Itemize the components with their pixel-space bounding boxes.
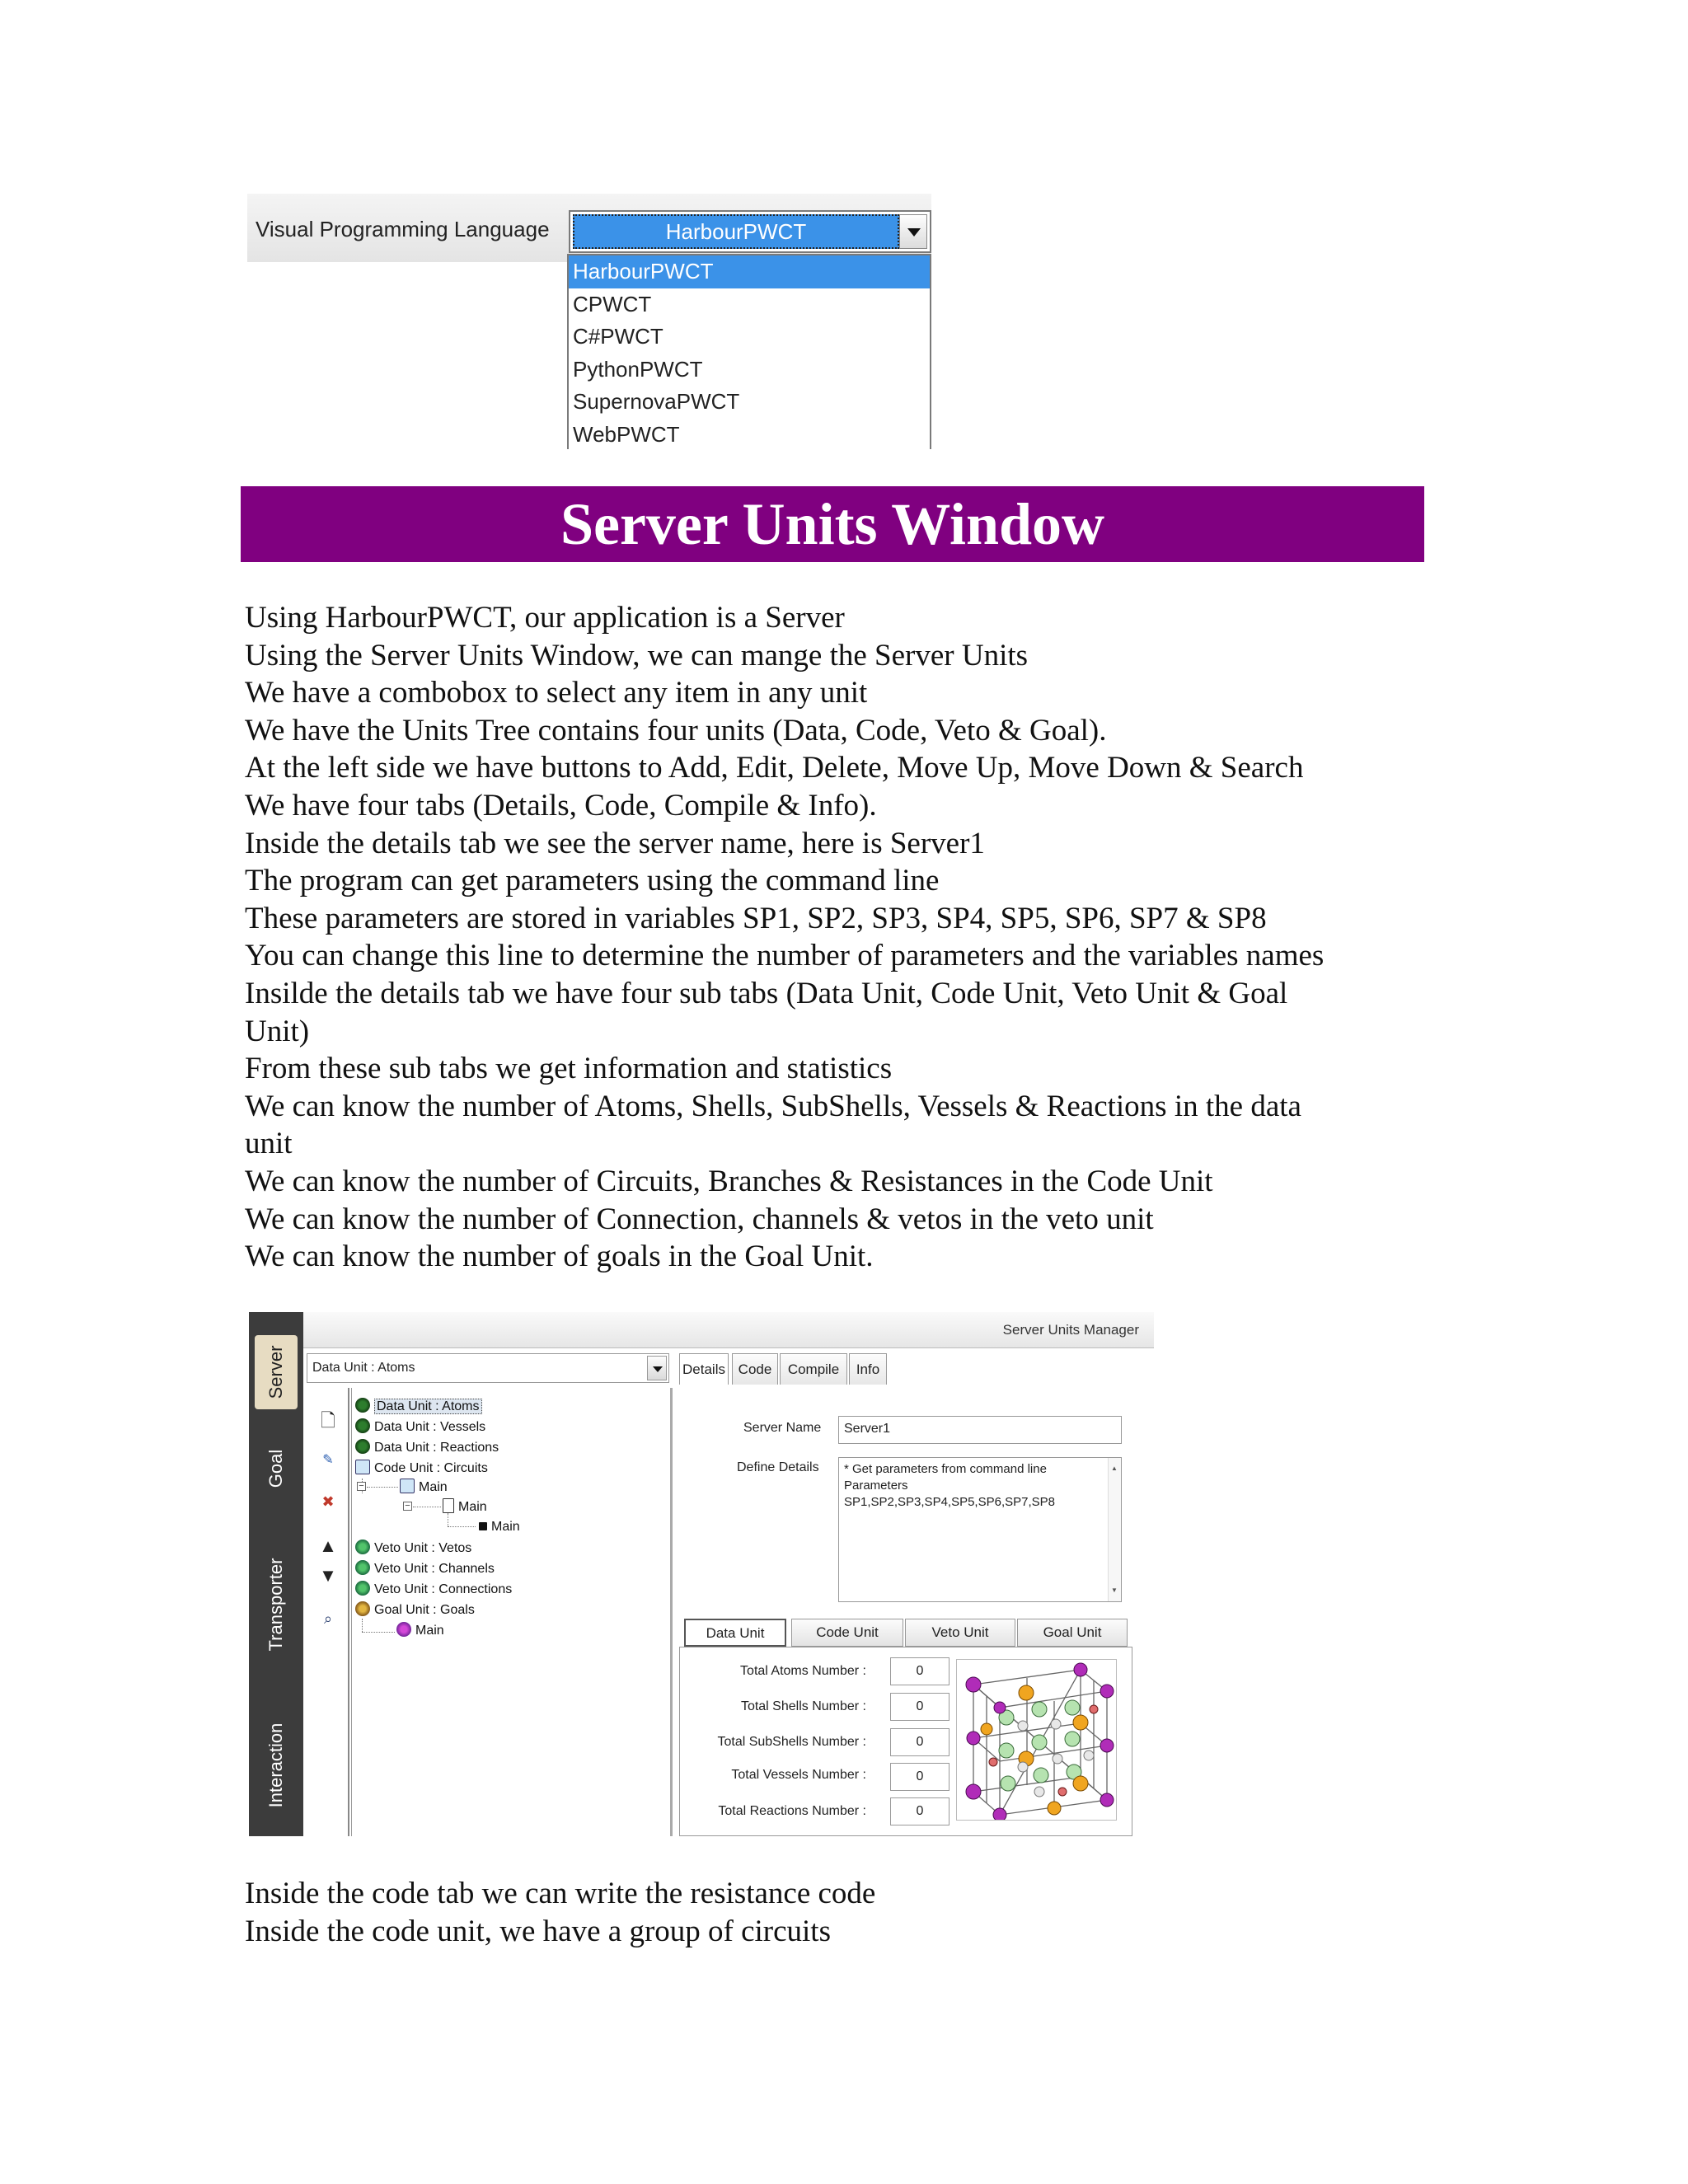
side-tab-label: Server <box>265 1345 286 1399</box>
section-title: Server Units Window <box>560 491 1105 557</box>
side-tab-bar <box>249 1312 303 1836</box>
text-line: unit <box>245 1127 293 1161</box>
define-details-textarea[interactable] <box>838 1457 1122 1602</box>
data-unit-statistics <box>679 1647 1132 1836</box>
vpl-label: Visual Programming Language <box>256 217 550 241</box>
description-paragraph <box>245 599 1432 1276</box>
unit-combobox-value: Data Unit : Atoms <box>312 1361 415 1375</box>
text-line: These parameters are stored in variables SP1, SP2, SP3, SP4, SP5, SP6, SP7 & SP8 <box>245 901 1267 935</box>
tree-connector <box>367 1487 398 1488</box>
tab-details[interactable]: Details <box>679 1353 729 1386</box>
define-line: SP1,SP2,SP3,SP4,SP5,SP6,SP7,SP8 <box>844 1495 1055 1509</box>
total-subshells-value: 0 <box>890 1728 950 1756</box>
tree-node-label: Goal Unit : Goals <box>374 1603 475 1617</box>
tree-node-circuits[interactable] <box>355 1460 488 1478</box>
server-name-field[interactable]: Server1 <box>838 1416 1122 1444</box>
vpl-combobox-value: HarbourPWCT <box>573 214 899 249</box>
total-reactions-value: 0 <box>890 1797 950 1825</box>
server-name-label: Server Name <box>743 1421 822 1435</box>
text-line: We have the Units Tree contains four units (Data, Code, Veto & Goal). <box>245 713 1107 748</box>
text-line: We can know the number of Circuits, Branches & Resistances in the Code Unit <box>245 1164 1213 1198</box>
block-icon <box>479 1522 487 1530</box>
unit-item-combobox[interactable] <box>307 1353 669 1383</box>
define-line: Parameters <box>844 1479 908 1493</box>
tree-node-vetos[interactable] <box>355 1540 471 1558</box>
unit-button-bar <box>307 1388 349 1836</box>
tree-node-label: Main <box>419 1480 448 1494</box>
move-down-icon[interactable]: ▼ <box>319 1565 337 1586</box>
tree-node-label: Veto Unit : Channels <box>374 1562 495 1576</box>
text-line: Inside the code tab we can write the resistance code <box>245 1877 876 1910</box>
tree-node-label: Main <box>458 1500 487 1514</box>
vessel-icon <box>355 1418 370 1433</box>
atom-icon <box>355 1398 370 1413</box>
collapse-icon[interactable]: − <box>403 1502 412 1511</box>
vpl-dropdown-list <box>567 254 931 449</box>
tree-connector <box>362 1619 363 1632</box>
tree-node-main-resistance[interactable] <box>443 1498 487 1516</box>
tree-node-atoms[interactable] <box>355 1398 482 1416</box>
text-line: Inside the code unit, we have a group of circuits <box>245 1914 831 1948</box>
total-shells-value: 0 <box>890 1693 950 1721</box>
units-tree <box>351 1388 673 1836</box>
section-banner <box>241 486 1424 562</box>
tree-node-label: Main <box>415 1624 444 1638</box>
crystal-structure-image <box>956 1659 1117 1821</box>
total-subshells-label: Total SubShells Number : <box>717 1735 866 1749</box>
side-tab-interaction[interactable] <box>255 1699 298 1831</box>
tree-connector <box>448 1526 476 1527</box>
crystal-lattice-icon <box>957 1660 1116 1820</box>
description-paragraph-2 <box>245 1875 1432 1950</box>
unit-sub-tabs <box>679 1619 1132 1648</box>
page-icon <box>443 1498 454 1513</box>
vpl-screenshot <box>247 194 931 449</box>
tree-node-label: Data Unit : Vessels <box>374 1420 486 1434</box>
vpl-option-harbourpwct[interactable]: HarbourPWCT <box>569 255 930 288</box>
tree-node-goal-main[interactable] <box>396 1622 444 1640</box>
text-line: Unit) <box>245 1014 310 1048</box>
vpl-combobox[interactable] <box>569 210 931 253</box>
window-title: Server Units Manager <box>1002 1322 1139 1338</box>
reaction-icon <box>355 1439 370 1454</box>
tree-node-label: Data Unit : Atoms <box>374 1399 482 1414</box>
connection-icon <box>355 1581 370 1596</box>
text-line: Using the Server Units Window, we can mange the Server Units <box>245 638 1029 673</box>
chevron-down-icon[interactable] <box>899 214 927 249</box>
tree-node-connections[interactable] <box>355 1581 512 1599</box>
side-tab-label: Transporter <box>265 1558 286 1652</box>
text-line: We can know the number of Atoms, Shells, SubShells, Vessels & Reactions in the data <box>245 1089 1301 1123</box>
add-icon[interactable]: 🗋 <box>321 1410 335 1431</box>
side-tab-label: Interaction <box>265 1722 286 1808</box>
text-line: We have four tabs (Details, Code, Compile & Info). <box>245 788 877 823</box>
text-line: Insilde the details tab we have four sub tabs (Data Unit, Code Unit, Veto Unit & Goal <box>245 976 1288 1010</box>
veto-icon <box>355 1540 370 1554</box>
collapse-icon[interactable]: − <box>357 1482 366 1491</box>
tree-node-main-leaf[interactable] <box>479 1518 520 1536</box>
text-line: We can know the number of goals in the Goal Unit. <box>245 1240 874 1274</box>
tab-compile[interactable]: Compile <box>780 1353 847 1385</box>
text-line: From these sub tabs we get information and statistics <box>245 1052 893 1086</box>
tree-node-label: Main <box>491 1520 520 1534</box>
text-line: Using HarbourPWCT, our application is a Server <box>245 601 845 635</box>
tree-node-label: Veto Unit : Vetos <box>374 1541 472 1555</box>
window-titlebar <box>303 1312 1154 1348</box>
tree-node-main-branch[interactable] <box>400 1479 448 1497</box>
vpl-option-supernovapwct[interactable]: SupernovaPWCT <box>573 389 740 414</box>
text-line: The program can get parameters using the command line <box>245 864 940 898</box>
subtab-code-unit[interactable]: Code Unit <box>791 1619 903 1647</box>
circuit-icon <box>355 1460 370 1474</box>
channel-icon <box>355 1560 370 1575</box>
tab-info[interactable]: Info <box>849 1353 887 1385</box>
vpl-option-pythonpwct[interactable]: PythonPWCT <box>573 356 703 382</box>
goal-main-icon <box>396 1622 411 1637</box>
tree-node-label: Veto Unit : Connections <box>374 1582 513 1596</box>
server-units-manager <box>249 1312 1154 1836</box>
text-line: At the left side we have buttons to Add, Edit, Delete, Move Up, Move Down & Search <box>245 751 1304 785</box>
delete-icon[interactable]: ✖ <box>321 1493 335 1510</box>
tab-code[interactable]: Code <box>732 1353 778 1385</box>
total-shells-label: Total Shells Number : <box>740 1699 866 1713</box>
subtab-data-unit[interactable]: Data Unit <box>684 1619 786 1647</box>
main-tabs <box>679 1353 1154 1386</box>
define-details-label: Define Details <box>737 1460 819 1474</box>
branch-icon <box>400 1479 415 1493</box>
subtab-goal-unit[interactable]: Goal Unit <box>1017 1619 1128 1647</box>
total-reactions-label: Total Reactions Number : <box>718 1804 866 1818</box>
vpl-option-csharppwct[interactable]: C#PWCT <box>573 324 663 349</box>
vpl-option-webpwct[interactable]: WebPWCT <box>573 421 680 447</box>
edit-icon[interactable]: ✎ <box>322 1453 334 1467</box>
tree-node-channels[interactable] <box>355 1560 495 1578</box>
text-line: Inside the details tab we see the server name, here is Server1 <box>245 826 985 860</box>
tree-node-label: Data Unit : Reactions <box>374 1441 499 1455</box>
tree-connector <box>362 1632 395 1633</box>
side-tab-transporter[interactable] <box>255 1522 298 1687</box>
total-vessels-value: 0 <box>890 1763 950 1791</box>
subtab-veto-unit[interactable]: Veto Unit <box>905 1619 1015 1647</box>
vpl-option-cpwct[interactable]: CPWCT <box>573 291 652 316</box>
text-line: You can change this line to determine the number of parameters and the variables names <box>245 939 1325 973</box>
side-tab-label: Goal <box>265 1449 286 1488</box>
details-panel <box>679 1385 1154 1836</box>
define-line: * Get parameters from command line <box>844 1462 1047 1476</box>
tree-node-goals[interactable] <box>355 1601 475 1619</box>
total-atoms-label: Total Atoms Number : <box>740 1664 866 1678</box>
move-up-icon[interactable]: ▲ <box>319 1535 337 1556</box>
tree-node-label: Code Unit : Circuits <box>374 1461 488 1475</box>
goal-icon <box>355 1601 370 1616</box>
text-line: We have a combobox to select any item in any unit <box>245 676 868 710</box>
tree-node-vessels[interactable] <box>355 1418 485 1436</box>
text-line: We can know the number of Connection, channels & vetos in the veto unit <box>245 1202 1154 1236</box>
total-vessels-label: Total Vessels Number : <box>731 1768 866 1782</box>
scrollbar[interactable] <box>1108 1458 1121 1601</box>
total-atoms-value: 0 <box>890 1657 950 1685</box>
tree-node-reactions[interactable] <box>355 1439 499 1457</box>
chevron-down-icon[interactable] <box>647 1356 667 1380</box>
side-tab-goal[interactable] <box>255 1423 298 1514</box>
search-icon[interactable]: ⌕ <box>323 1610 333 1627</box>
side-tab-server[interactable] <box>255 1335 298 1409</box>
